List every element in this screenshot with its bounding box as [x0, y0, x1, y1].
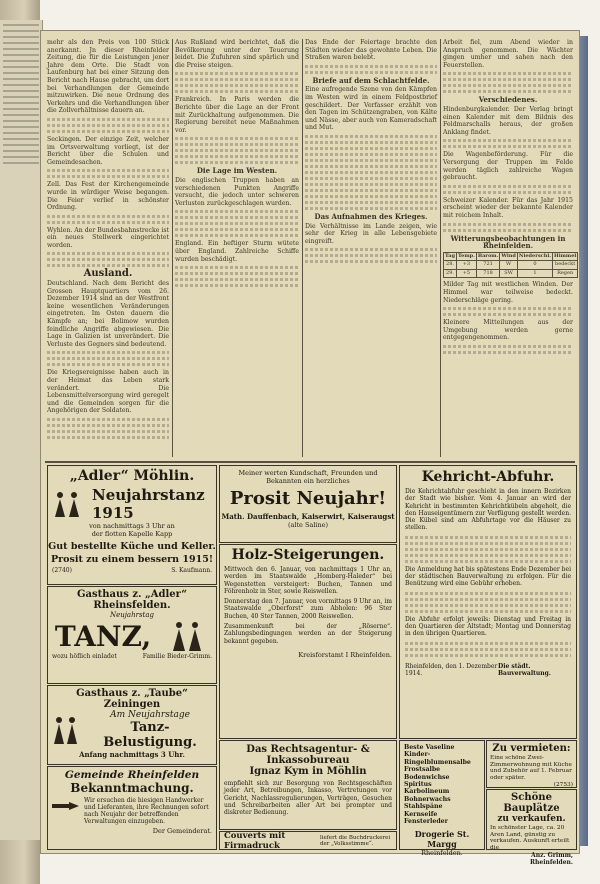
ad-event: TANZ,: [54, 619, 152, 653]
pointing-hand-icon: [51, 799, 81, 813]
ad-slogan: Gut bestellte Küche und Keller.: [48, 541, 216, 552]
article-text: Aus Rußland wird berichtet, daß die Bevölkerung unter der Teuerung leidet. Die Zufuhren sind spärlich und die Preise steigen.: [175, 39, 299, 69]
ad-ref: (2740): [52, 567, 72, 574]
facing-page-edge: [0, 20, 43, 840]
ad-text: Eine schöne Zwei-Zimmerwohnung mit Küche und Zubehör auf 1. Februar oder später.: [490, 755, 572, 781]
ad-text: Wir ersuchen die hiesigen Handwerker und Lieferanten, ihre Rechnungen sofort nach Neujahr der betreffenden Verwaltungen einzugeben.: [84, 797, 209, 825]
column-rule: [302, 39, 303, 457]
article-text: Kleinere Mitteilungen aus der Umgebung werden gerne entgegengenommen.: [443, 319, 573, 342]
article-text: Die Verhältnisse im Lande zeigen, wie sehr der Krieg in alle Lebensgebiete eingreift.: [305, 222, 437, 245]
article-text: Schweizer Kalender. Für das Jahr 1915 erscheint wieder der bekannte Kalender mit reichem Inhalt.: [443, 196, 573, 219]
ad-wish: Prosit zu einem bessern 1915!: [51, 554, 213, 565]
ad-zu-vermieten: [486, 740, 577, 788]
ad-time: von nachmittags 3 Uhr an: [89, 522, 175, 530]
ad-signature: Der Gemeinderat.: [152, 827, 212, 835]
article-text: Frankreich. In Paris werden die Berichte über die Lage an der Front mit Zurückhaltung aufgenommen. Die Regierung bereitet neue Maßnahmen vor.: [175, 96, 299, 134]
weather-cell: 1: [517, 269, 552, 278]
column-4: [443, 39, 577, 457]
article-text: Arbeit fiel, zum Abend wieder in Anspruch genommen. Die Wächter gingen umher und sahen nach den Feuerstellen.: [443, 39, 573, 69]
weather-cell: W: [500, 261, 518, 270]
ad-gasthaus-taube: [47, 685, 217, 765]
weather-cell: bedeckt: [552, 261, 577, 270]
weather-cell: +5: [456, 269, 476, 278]
ad-signature: Familie Bieder-Grimm.: [142, 653, 212, 660]
weather-cell: 721: [476, 261, 499, 270]
drogerie-item: Karbolineum: [404, 788, 450, 796]
ad-text: In schönster Lage, ca. 20 Aren Land, günstig zu verkaufen. Auskunft erteilt die: [490, 825, 570, 851]
ad-subtitle: zu verkaufen.: [497, 814, 566, 824]
weather-row: [444, 269, 578, 278]
drogerie-item: Kernseife: [404, 810, 438, 818]
ad-title: Das Rechtsagentur- & Inkassobureau: [246, 744, 370, 766]
weather-header: Tag: [444, 252, 457, 261]
ad-event: Neujahrstanz 1915: [92, 486, 205, 522]
section-heading: Verschiedenes.: [478, 95, 538, 105]
drogerie-item: Kinder-Ringelblumensalbe: [404, 751, 471, 766]
ad-text: Donnerstag den 7. Januar, von vormittags 9 Uhr an, im Staatswalde „Oberforst“ zum Abholen: 96 Ster Buchen, 40 Ster Tannen, 2000 Reiswellen.: [224, 598, 392, 620]
ad-text: Die Anmeldung hat bis spätestens Ende Dezember bei der städtischen Bauverwaltung zu erfolgen. Für die Benützung wird eine Gebühr erhoben.: [405, 565, 571, 588]
section-heading: Witterungsbeobachtungen in Rheinfelden.: [450, 233, 566, 251]
column-rule: [440, 39, 441, 457]
ad-town: Rheinfelden.: [421, 849, 463, 858]
article-text: Das Ende der Feiertage brachte den Städten wieder das gewohnte Leben. Die Straßen waren belebt.: [305, 39, 437, 62]
ad-gasthaus-adler: [47, 586, 217, 684]
ad-gemeinde-bekanntmachung: [47, 766, 217, 850]
ad-heading: Bekanntmachung.: [70, 781, 194, 795]
article-text: Deutschland. Nach dem Bericht des Grossen Hauptquartiers vom 26. Dezember 1914 sind an der Westfront keine wesentlichen Veränderungen eingetreten. Im Osten dauern die Kämpfe an; bei Bolimow wurden feindliche Angriffe abgewiesen. Die Lage in Galizien ist unverändert. Die Verluste des Gegners sind bedeutend.: [47, 280, 169, 348]
ad-signature: S. Kaufmann.: [171, 567, 212, 574]
ad-title: Gemeinde Rheinfelden: [64, 769, 200, 781]
ad-kehricht-abfuhr: [399, 465, 577, 739]
ad-text: Die Abfuhr erfolgt jeweils: Dienstag und Freitag in den Quartieren der Altstadt; Montag und Donnerstag in den übrigen Quartieren.: [405, 615, 571, 638]
article-text: Zell. Das Fest der Kirchengemeinde wurde in würdiger Weise begangen. Die Feier verlief in schönster Ordnung.: [47, 181, 169, 212]
column-1: [47, 39, 169, 457]
ad-title: Holz-Steigerungen.: [231, 547, 385, 563]
ad-name: Drogerie St. Margg: [414, 829, 470, 850]
ad-rechtsagentur: [219, 740, 397, 830]
ad-text: Mittwoch den 6. Januar, von nachmittags 1 Uhr an, werden im Staatswalde „Homberg-Haleder“ bei Wegenstetten versteigert: Buchen, Tannen und Föhrenholz in Ster, sowie Reiswellen.: [224, 566, 392, 595]
section-heading: Briefe auf dem Schlachtfelde.: [312, 75, 430, 85]
ad-note: wozu höflich einladet: [52, 653, 117, 660]
ad-headline: Prosit Neujahr!: [229, 488, 387, 509]
article-text: England. Ein heftiger Sturm wütete über England. Zahlreiche Schiffe wurden beschädigt.: [175, 240, 299, 263]
section-heading: Das Aufnahmen des Krieges.: [314, 211, 428, 221]
ad-text: Zusammenkunft bei der „Röserne“. Zahlungsbedingungen werden an der Steigerung bekannt gegeben.: [224, 623, 392, 645]
weather-header: Barom.: [476, 252, 499, 261]
ad-adler-moehlin: [47, 465, 217, 585]
dancers-icon: [48, 489, 88, 519]
ad-signature: Anz. Grimm, Rheinfelden.: [530, 852, 573, 867]
drogerie-item: Beste Vaseline: [404, 744, 455, 751]
section-heading: Die Lage im Westen.: [196, 166, 278, 176]
drogerie-item: Fensterleder: [404, 818, 448, 826]
weather-cell: Regen: [552, 269, 577, 278]
ad-intro: Meiner werten Kundschaft, Freunden und Bekannten ein herzliches: [238, 469, 378, 485]
ad-drogerie: [399, 740, 485, 858]
ad-event: Tanz-Belustigung.: [103, 720, 197, 750]
article-text: Eine aufregende Szene von den Kämpfen im Westen wird in einem Feldpostbrief geschildert. Der Verfasser erzählt von den Tagen im Schützengraben, von Kälte und Nässe, aber auch von Kameradschaft und Mut.: [305, 86, 437, 132]
weather-cell: SW: [500, 269, 518, 278]
drogerie-item: Bodenwichse: [404, 773, 450, 781]
weather-cell: 0: [517, 261, 552, 270]
newspaper-page: [40, 30, 580, 867]
drogerie-item: Spiritus: [404, 781, 432, 789]
ad-subtitle: Am Neujahrstage: [110, 710, 190, 720]
column-2: [175, 39, 299, 457]
ad-band: der flotten Kapelle Kapp: [91, 530, 173, 538]
article-text: Die englischen Truppen haben an verschiedenen Punkten Angriffe versucht, die jedoch unter schweren Verlusten zurückgeschlagen wurden.: [175, 176, 299, 207]
ad-title: Gasthaus z. „Adler“ Rheinsfelden.: [76, 589, 188, 611]
article-text: Seckingen. Der einzige Zeit, welcher im Ortsverwaltung vorliegt, ist der Bericht über die Schulen und Gemeindesachen.: [47, 135, 169, 166]
article-text: Milder Tag mit westlichen Winden. Der Himmel war teilweise bedeckt. Niederschläge gering.: [443, 281, 573, 304]
ads-divider: [45, 461, 575, 463]
ad-note: (alte Saline): [287, 521, 329, 529]
drogerie-item: Frostsalbe: [404, 766, 441, 774]
weather-cell: 718: [476, 269, 499, 278]
column-3: [305, 39, 437, 457]
ad-title: Couverts mit Firmadruck: [224, 830, 286, 851]
article-text: Die Wagenbeförderung. Für die Versorgung der Truppen im Felde werden täglich zahlreiche Wagen gebraucht.: [443, 151, 573, 182]
ad-title: „Adler“ Möhlin.: [69, 468, 195, 484]
ad-text: Die Kehrichtabfuhr geschieht in den innern Bezirken der Stadt wie bisher. Vom 4. Januar an wird der Kehricht in bestimmten Kehrichtkübeln abgeholt, die den Hauseigentümern zur Verfügung gestellt werden. Die Kübel sind am Abfuhrtage vor die Häuser zu stellen.: [405, 488, 571, 532]
ad-text: liefert die Buchdruckerei der „Volksstimme“.: [320, 834, 391, 847]
weather-cell: 29.: [444, 269, 457, 278]
weather-header: Himmel: [552, 252, 577, 261]
section-heading: Ausland.: [83, 268, 133, 280]
ad-subtitle: Neujahrstag: [109, 611, 155, 619]
ad-title: Kehricht-Abfuhr.: [421, 469, 555, 485]
weather-table: [443, 252, 578, 279]
weather-header: Niederschl.: [517, 252, 552, 261]
weather-cell: +3: [456, 261, 476, 270]
ad-title: Zu vermieten:: [492, 743, 571, 754]
weather-row: [444, 261, 578, 270]
ad-time: Anfang nachmittags 3 Uhr.: [79, 750, 185, 759]
weather-cell: 28.: [444, 261, 457, 270]
ad-prosit-neujahr: [219, 465, 397, 543]
drogerie-item: Bohnerwachs: [404, 795, 451, 803]
article-text: Die Kriegsereignisse haben auch in der Heimat das Leben stark verändert. Die Lebensmittelversorgung wird geregelt und die Gemeinden sorgen für die Angehörigen der Soldaten.: [47, 369, 169, 415]
ad-date: Rheinfelden, den 1. Dezember 1914.: [405, 662, 498, 677]
ad-couverts: [219, 831, 397, 850]
ad-name: Ignaz Kym in Möhlin: [249, 766, 367, 777]
ad-signature: Die städt. Bauverwaltung.: [497, 662, 551, 677]
ad-ref: (2753): [553, 782, 573, 789]
article-text: mehr als den Preis von 100 Stück anerkannt. Jn dieser Rheinfelder Zeitung, die für die Leistungen jener Jahre dem Orte. Die Stadt von Laufenburg hat bei einer Sitzung den Bericht nach Hause gebracht, um dort bei Verhandlungen der Gemeinde mitzuwirken. Die neue Ordnung des Verkehrs und die Verhandlungen über die Zollverhältnisse dauern an.: [47, 39, 169, 115]
ad-bauplaetze: [486, 789, 577, 867]
ad-signature: Kreisforstamt I Rheinfelden.: [298, 650, 392, 659]
ad-holz-steigerungen: [219, 544, 397, 739]
article-text: Hindenburgkalender. Der Verlag bringt einen Kalender mit dem Bildnis des Feldmarschalls heraus, der großen Anklang findet.: [443, 105, 573, 136]
drogerie-item: Stahlspäne: [404, 803, 443, 811]
ad-text: empfiehlt sich zur Besorgung von Rechtsgeschäften jeder Art, Betreibungen, Inkasso, Vertretungen vor Gericht, Nachlassregulierungen, Verträgen, Gesuchen und Schreibarbeiten aller Art bei prompter und diskreter Bedienung.: [224, 780, 392, 817]
column-rule: [172, 39, 173, 457]
weather-header: Temp.: [456, 252, 476, 261]
dancers-icon: [48, 714, 84, 746]
dancers-icon: [165, 619, 209, 653]
article-text: Wyhlen. An der Bundesbahnstrecke ist ein neues Stellwerk eingerichtet worden.: [47, 226, 169, 249]
ad-title: Gasthaus z. „Taube“ Zeiningen: [76, 688, 188, 710]
weather-header: Wind: [500, 252, 518, 261]
ad-name: Math. Dauffenbach, Kaiserwirt, Kaiseraugst: [221, 512, 395, 521]
ad-title: Schöne Bauplätze: [503, 792, 560, 814]
